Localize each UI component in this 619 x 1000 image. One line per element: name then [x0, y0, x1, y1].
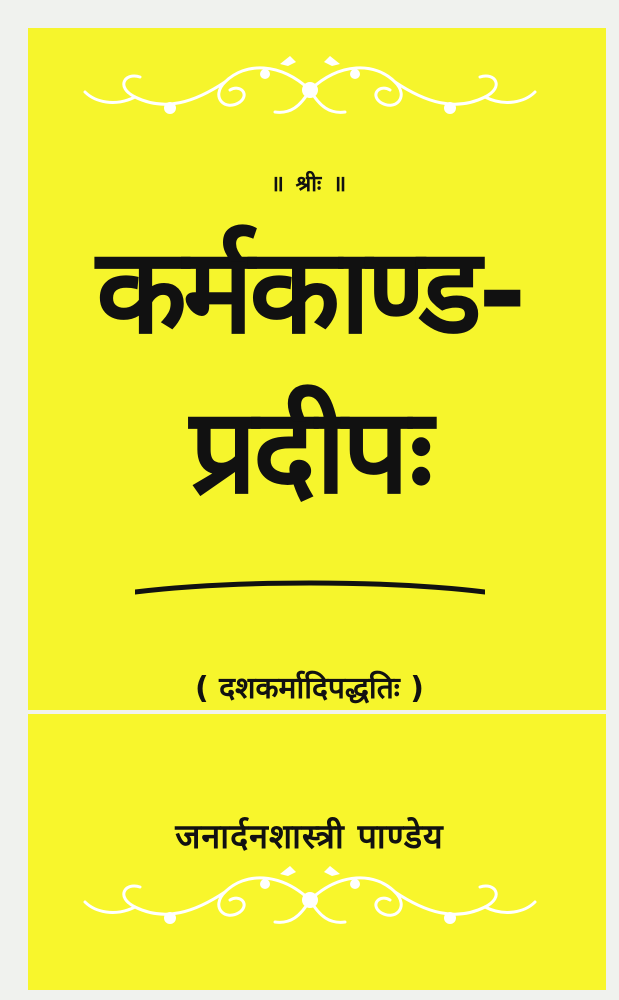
subtitle-text: ( दशकर्मादिपद्धतिः ) [194, 671, 425, 706]
title-line-1: कर्मकाण्ड- [96, 222, 523, 360]
invocation-text: ॥ श्रीः ॥ [270, 172, 349, 197]
title-underline-rule [135, 578, 485, 598]
floral-ornament-top [75, 52, 545, 128]
author-name: जनार्दनशास्त्री पाण्डेय [175, 817, 444, 857]
upper-yellow-panel [28, 28, 606, 714]
title-line-2: प्रदीपः [189, 382, 430, 520]
floral-ornament-bottom [75, 862, 545, 938]
